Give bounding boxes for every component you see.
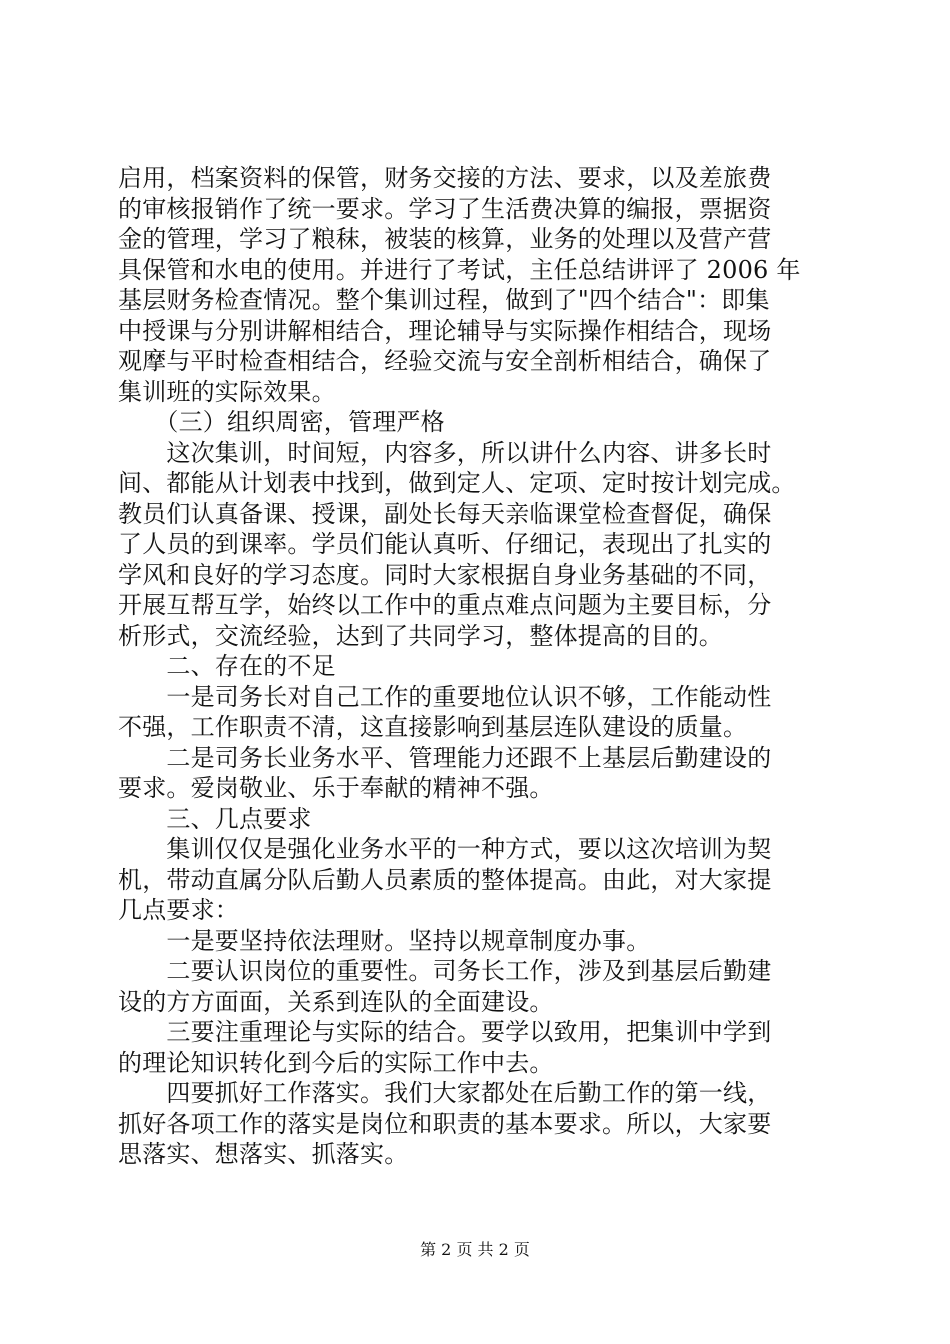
text-line: 集训仅仅是强化业务水平的一种方式，要以这次培训为契: [118, 835, 772, 863]
text-line: 二要认识岗位的重要性。司务长工作，涉及到基层后勤建: [118, 957, 772, 985]
text-line: 机，带动直属分队后勤人员素质的整体提高。由此，对大家提: [118, 865, 772, 894]
text-line: 抓好各项工作的落实是岗位和职责的基本要求。所以，大家要: [118, 1109, 772, 1138]
text-line: 教员们认真备课、授课，副处长每天亲临课堂检查督促，确保: [118, 499, 772, 528]
text-line: 要求。爱岗敬业、乐于奉献的精神不强。: [118, 774, 554, 802]
text-line: 中授课与分别讲解相结合，理论辅导与实际操作相结合，现场: [118, 316, 772, 345]
text-line: 间、都能从计划表中找到，做到定人、定项、定时按计划完成。: [118, 469, 796, 497]
text-line: 四要抓好工作落实。我们大家都处在后勤工作的第一线，: [118, 1079, 772, 1107]
text-line: 了人员的到课率。学员们能认真听、仔细记，表现出了扎实的: [118, 530, 772, 558]
text-line: 具保管和水电的使用。并进行了考试，主任总结讲评了 2006 年: [118, 255, 801, 284]
document-body: [118, 163, 833, 1170]
text-line: 启用，档案资料的保管，财务交接的方法、要求，以及差旅费: [118, 164, 772, 192]
text-line: 这次集训，时间短，内容多，所以讲什么内容、讲多长时: [118, 438, 772, 467]
text-line: 不强，工作职责不清，这直接影响到基层连队建设的质量。: [118, 713, 748, 741]
text-line: 思落实、想落实、抓落实。: [118, 1140, 409, 1168]
text-line: 基层财务检查情况。整个集训过程，做到了"四个结合"：即集: [118, 286, 770, 314]
text-line: 的审核报销作了统一要求。学习了生活费决算的编报，票据资: [118, 194, 772, 223]
text-line: 一是要坚持依法理财。坚持以规章制度办事。: [118, 926, 651, 955]
section-heading: （三）组织周密，管理严格: [118, 408, 445, 436]
text-line: 二是司务长业务水平、管理能力还跟不上基层后勤建设的: [118, 743, 772, 772]
text-line: 集训班的实际效果。: [118, 377, 336, 406]
text-line: 观摩与平时检查相结合，经验交流与安全剖析相结合，确保了: [118, 347, 772, 375]
text-line: 三要注重理论与实际的结合。要学以致用，把集训中学到: [118, 1018, 772, 1046]
text-line: 的理论知识转化到今后的实际工作中去。: [118, 1048, 554, 1077]
text-line: 设的方方面面，关系到连队的全面建设。: [118, 987, 554, 1016]
text-line: 学风和良好的学习态度。同时大家根据自身业务基础的不同，: [118, 560, 772, 589]
text-line: 一是司务长对自己工作的重要地位认识不够，工作能动性: [118, 682, 772, 711]
text-line: 几点要求：: [118, 896, 239, 924]
text-line: 开展互帮互学，始终以工作中的重点难点问题为主要目标，分: [118, 591, 772, 619]
page-number-footer: 第 2 页 共 2 页: [420, 1240, 530, 1259]
section-heading: 二、存在的不足: [118, 652, 336, 680]
text-line: 金的管理，学习了粮秣，被装的核算，业务的处理以及营产营: [118, 225, 772, 253]
section-heading: 三、几点要求: [118, 804, 312, 833]
text-line: 析形式，交流经验，达到了共同学习，整体提高的目的。: [118, 621, 723, 650]
